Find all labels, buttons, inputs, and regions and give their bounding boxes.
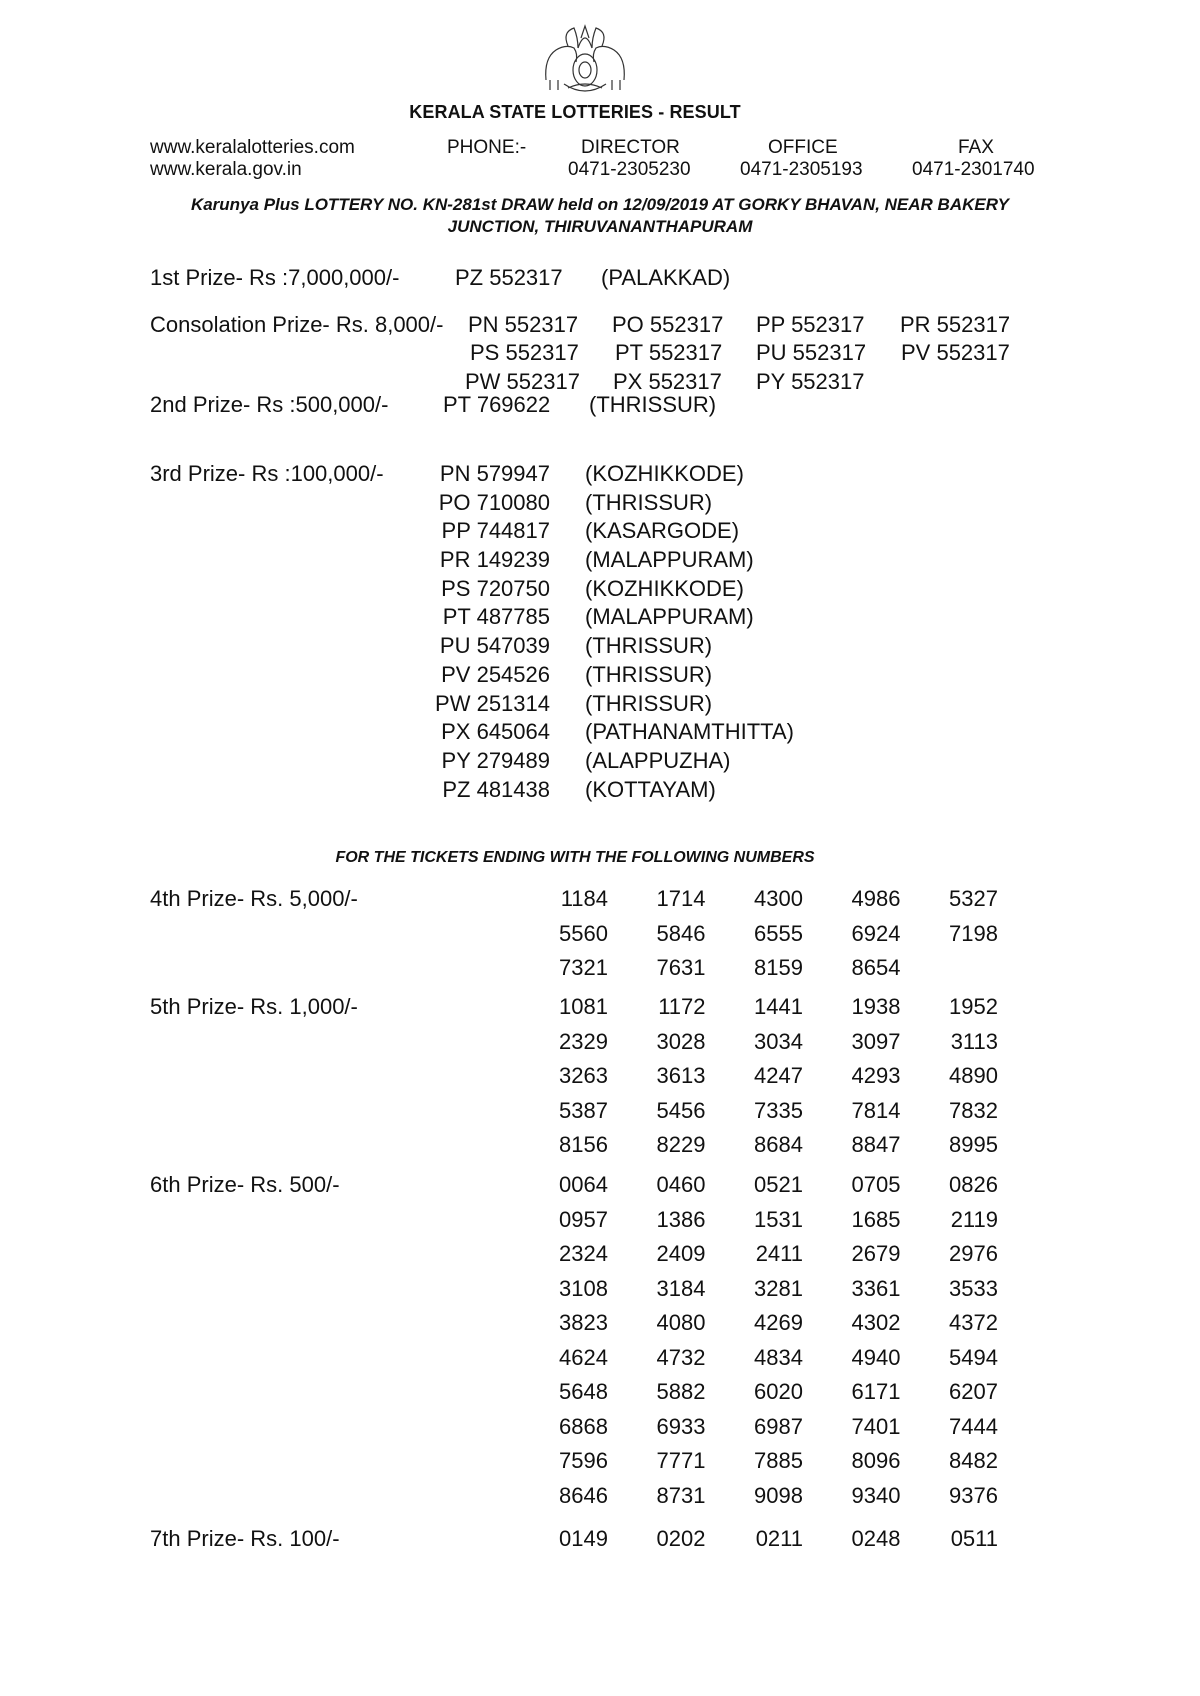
third-prize-ticket: PR 149239 — [439, 547, 550, 573]
winning-number: 4300 — [754, 886, 803, 911]
winning-number: 9376 — [949, 1482, 998, 1508]
winning-number: 0202 — [656, 1526, 706, 1551]
winning-number: 7885 — [754, 1448, 803, 1473]
fourth-prize-grid — [548, 886, 1036, 990]
consolation-ticket: PW 552317 — [465, 369, 580, 394]
third-prize-ticket: PU 547039 — [439, 633, 550, 659]
winning-number: 8156 — [559, 1132, 608, 1157]
winning-number: 7631 — [656, 955, 706, 980]
winning-number: 5882 — [656, 1379, 706, 1404]
winning-number: 8654 — [851, 955, 901, 980]
winning-number: 3823 — [559, 1310, 608, 1335]
winning-number: 6933 — [656, 1413, 706, 1439]
winning-number: 8096 — [851, 1448, 901, 1473]
winning-number: 0248 — [851, 1526, 901, 1551]
draw-line-1: Karunya Plus LOTTERY NO. KN-281st DRAW held on 12/09/2019 AT GORKY BHAVAN, NEAR BAKERY — [190, 195, 1010, 214]
winning-number: 0826 — [949, 1172, 998, 1197]
fourth-prize-label: 4th Prize- Rs. 5,000/- — [150, 886, 358, 911]
third-prize-ticket: PV 254526 — [441, 661, 550, 687]
winning-number: 6207 — [949, 1379, 998, 1404]
winning-number: 3034 — [754, 1028, 803, 1054]
winning-number: 1441 — [754, 994, 803, 1019]
third-prize-ticket: PX 645064 — [441, 719, 550, 745]
third-prize-place: (KASARGODE) — [585, 518, 740, 544]
winning-number: 2409 — [656, 1241, 706, 1266]
winning-number: 2411 — [755, 1241, 803, 1266]
third-prize-place: (MALAPPURAM) — [585, 604, 754, 630]
winning-number: 3028 — [656, 1028, 706, 1054]
seventh-prize-grid — [548, 1526, 1036, 1561]
winning-number: 4293 — [851, 1063, 901, 1088]
consolation-prize-label: Consolation Prize- Rs. 8,000/- — [150, 312, 444, 337]
winning-number: 1531 — [754, 1206, 803, 1232]
winning-number: 1184 — [560, 886, 608, 911]
third-prize-ticket: PN 579947 — [439, 461, 550, 486]
winning-number: 0705 — [851, 1172, 901, 1197]
winning-number: 8995 — [949, 1132, 998, 1157]
consolation-ticket: PT 552317 — [615, 340, 723, 365]
third-prize-place: (MALAPPURAM) — [585, 547, 754, 573]
winning-number: 4986 — [851, 886, 901, 911]
winning-number: 8646 — [559, 1482, 608, 1508]
winning-number: 1952 — [949, 994, 998, 1019]
third-prize-place: (THRISSUR) — [585, 690, 713, 716]
winning-number: 4624 — [559, 1344, 608, 1370]
third-prize-ticket: PO 710080 — [438, 489, 550, 515]
winning-number: 5327 — [949, 886, 998, 911]
winning-number: 5456 — [656, 1097, 706, 1123]
winning-number: 2324 — [559, 1241, 608, 1266]
winning-number: 2679 — [851, 1241, 901, 1266]
third-prize-ticket: PT 487785 — [442, 604, 550, 630]
winning-number: 4269 — [754, 1310, 803, 1335]
winning-number: 7832 — [949, 1097, 998, 1123]
winning-number: 5494 — [949, 1344, 998, 1370]
winning-number: 0211 — [755, 1526, 803, 1551]
consolation-ticket: PP 552317 — [756, 312, 865, 337]
winning-number: 0957 — [559, 1206, 608, 1232]
winning-number: 1386 — [656, 1206, 706, 1232]
winning-number: 8159 — [754, 955, 803, 980]
third-prize-ticket: PW 251314 — [435, 690, 550, 716]
winning-number: 3184 — [656, 1275, 706, 1301]
winning-number: 8482 — [949, 1448, 998, 1473]
winning-number: 6868 — [559, 1413, 608, 1439]
second-prize-ticket: PT 769622 — [443, 392, 551, 417]
winning-number: 7321 — [559, 955, 608, 980]
consolation-ticket: PU 552317 — [756, 340, 867, 365]
winning-number: 3361 — [851, 1275, 901, 1301]
third-prize-place: (THRISSUR) — [585, 633, 713, 659]
winning-number: 3263 — [559, 1063, 608, 1088]
winning-number: 4732 — [656, 1344, 706, 1370]
winning-number: 7444 — [949, 1413, 998, 1439]
fifth-prize-grid — [548, 994, 1036, 1167]
draw-line-2: JUNCTION, THIRUVANANTHAPURAM — [447, 217, 753, 236]
winning-number: 1172 — [658, 994, 706, 1019]
winning-number: 3281 — [754, 1275, 803, 1301]
draw-details — [140, 194, 1060, 238]
winning-number: 7401 — [851, 1413, 901, 1439]
third-prize-ticket: PS 720750 — [441, 575, 550, 601]
third-prize-place: (KOZHIKKODE) — [585, 461, 744, 486]
winning-number: 0511 — [950, 1526, 998, 1551]
first-prize-ticket: PZ 552317 — [455, 265, 563, 290]
winning-number: 9098 — [754, 1482, 803, 1508]
third-prize-label: 3rd Prize- Rs :100,000/- — [150, 461, 384, 486]
consolation-ticket: PY 552317 — [756, 369, 865, 394]
phone-label: PHONE:- — [447, 137, 527, 158]
winning-number: 2119 — [950, 1206, 998, 1232]
director-phone: 0471-2305230 — [568, 159, 691, 180]
third-prize-place: (PATHANAMTHITTA) — [585, 719, 794, 745]
winning-number: 7596 — [559, 1448, 608, 1473]
winning-number: 1685 — [851, 1206, 901, 1232]
winning-number: 5387 — [559, 1097, 608, 1123]
winning-number: 8731 — [656, 1482, 706, 1508]
second-prize-label: 2nd Prize- Rs :500,000/- — [150, 392, 389, 417]
kerala-state-emblem-icon — [538, 18, 632, 98]
winning-number: 6555 — [754, 920, 803, 946]
winning-number: 5846 — [656, 920, 706, 946]
winning-number: 8847 — [851, 1132, 901, 1157]
fax-number: 0471-2301740 — [912, 159, 1035, 180]
winning-number: 1714 — [656, 886, 706, 911]
winning-number: 2976 — [949, 1241, 998, 1266]
winning-number: 7771 — [656, 1448, 706, 1473]
winning-number: 8684 — [754, 1132, 803, 1157]
fax-label: FAX — [958, 137, 994, 158]
sixth-prize-label: 6th Prize- Rs. 500/- — [150, 1172, 340, 1197]
winning-number: 4890 — [949, 1063, 998, 1088]
winning-number: 0521 — [754, 1172, 803, 1197]
third-prize-place: (ALAPPUZHA) — [585, 747, 731, 773]
ending-numbers-note: FOR THE TICKETS ENDING WITH THE FOLLOWING NUMBERS — [335, 849, 815, 866]
winning-number: 8229 — [656, 1132, 706, 1157]
winning-number: 3613 — [656, 1063, 706, 1088]
winning-number: 2329 — [559, 1028, 608, 1054]
consolation-ticket: PS 552317 — [470, 340, 579, 365]
winning-number: 4834 — [754, 1344, 803, 1370]
office-phone: 0471-2305193 — [740, 159, 863, 180]
winning-number: 4372 — [949, 1310, 998, 1335]
winning-number: 1081 — [559, 994, 608, 1019]
winning-number: 3113 — [950, 1028, 998, 1054]
winning-number: 4302 — [851, 1310, 901, 1335]
winning-number: 7335 — [754, 1097, 803, 1123]
third-prize-place: (KOZHIKKODE) — [585, 575, 744, 601]
website-link-lotteries[interactable]: www.keralalotteries.com — [150, 137, 355, 158]
winning-number: 3533 — [949, 1275, 998, 1301]
sixth-prize-grid — [548, 1172, 1036, 1517]
third-prize-places — [585, 461, 794, 805]
winning-number: 9340 — [851, 1482, 901, 1508]
third-prize-ticket: PY 279489 — [441, 747, 550, 773]
winning-number: 0149 — [559, 1526, 608, 1551]
third-prize-ticket: PP 744817 — [441, 518, 550, 544]
winning-number: 4247 — [754, 1063, 803, 1088]
winning-number: 4940 — [851, 1344, 901, 1370]
winning-number: 6924 — [851, 920, 901, 946]
winning-number: 0064 — [559, 1172, 608, 1197]
consolation-ticket: PV 552317 — [901, 340, 1010, 365]
consolation-ticket: PR 552317 — [900, 312, 1011, 337]
winning-number: 6987 — [754, 1413, 803, 1439]
winning-number: 5648 — [559, 1379, 608, 1404]
winning-number: 6020 — [754, 1379, 803, 1404]
consolation-ticket: PN 552317 — [468, 312, 579, 337]
second-prize-place: (THRISSUR) — [589, 392, 717, 417]
winning-number: 4080 — [656, 1310, 706, 1335]
winning-number: 1938 — [851, 994, 901, 1019]
fifth-prize-label: 5th Prize- Rs. 1,000/- — [150, 994, 358, 1019]
winning-number: 5560 — [559, 920, 608, 946]
winning-number: 3108 — [559, 1275, 608, 1301]
winning-number: 6171 — [851, 1379, 901, 1404]
third-prize-ticket: PZ 481438 — [442, 776, 550, 802]
winning-number: 3097 — [851, 1028, 901, 1054]
first-prize-label: 1st Prize- Rs :7,000,000/- — [150, 265, 400, 290]
office-label: OFFICE — [768, 137, 838, 158]
winning-number: 0460 — [656, 1172, 706, 1197]
consolation-ticket: PO 552317 — [612, 312, 724, 337]
first-prize-place: (PALAKKAD) — [601, 265, 731, 290]
consolation-ticket: PX 552317 — [613, 369, 722, 394]
third-prize-place: (THRISSUR) — [585, 489, 713, 515]
third-prize-place: (THRISSUR) — [585, 661, 713, 687]
winning-number: 7814 — [851, 1097, 901, 1123]
third-prize-tickets — [425, 461, 550, 805]
page-title: KERALA STATE LOTTERIES - RESULT — [409, 102, 741, 122]
director-label: DIRECTOR — [581, 137, 680, 158]
website-link-kerala-gov[interactable]: www.kerala.gov.in — [150, 159, 302, 180]
winning-number: 7198 — [949, 920, 998, 946]
third-prize-place: (KOTTAYAM) — [585, 776, 716, 802]
seventh-prize-label: 7th Prize- Rs. 100/- — [150, 1526, 340, 1551]
